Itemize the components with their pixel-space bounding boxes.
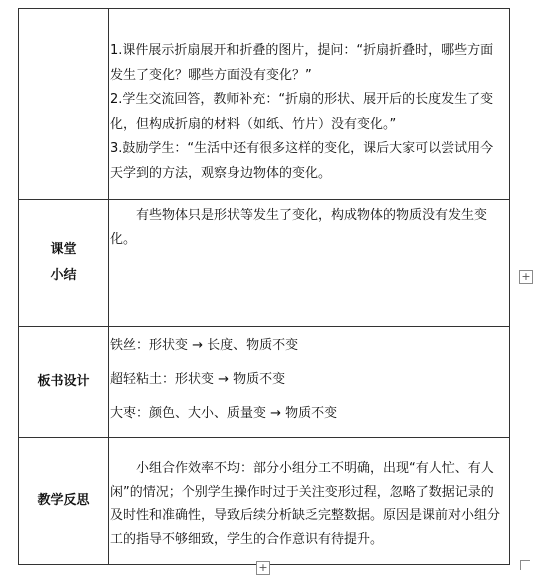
board-line-1: 铁丝：形状变 → 长度、物质不变 (110, 338, 299, 353)
table-row-activity (19, 9, 510, 200)
summary-label-line1: 课堂 (50, 242, 77, 257)
summary-text: 有些物体只是形状等发生了变化，构成物体的物质没有发生变化。 (110, 208, 488, 247)
summary-content-cell[interactable] (109, 200, 510, 327)
activity-item-2: 2.学生交流回答，教师补充：“折扇的形状、展开后的长度发生了变化，但构成折扇的材料（如纸、竹片）没有变化。” (110, 92, 494, 132)
reflection-text: 小组合作效率不均：部分小组分工不明确，出现“有人忙、有人闲”的情况；个别学生操作时过于关注变形过程，忽略了数据记录的及时性和准确性，导致后续分析缺乏完整数据。原因是课前对小组分工的指导不够细致，学生的合作意识有待提升。 (110, 461, 501, 547)
board-label-cell[interactable]: 板书设计 (19, 327, 109, 438)
reflection-label-cell[interactable]: 教学反思 (19, 438, 109, 565)
table-row-board (19, 327, 510, 438)
add-row-button[interactable]: + (256, 561, 270, 575)
lesson-plan-table (18, 8, 510, 565)
reflection-content-cell[interactable] (109, 438, 510, 565)
activity-label-cell[interactable] (19, 9, 109, 200)
activity-item-1: 1.课件展示折扇展开和折叠的图片，提问：“折扇折叠时，哪些方面发生了变化？哪些方面没有变化？” (110, 43, 494, 83)
summary-label-line2: 小结 (50, 268, 77, 283)
table-row-reflection (19, 438, 510, 565)
activity-item-3: 3.鼓励学生：“生活中还有很多这样的变化，课后大家可以尝试用今天学到的方法，观察身边物体的变化。 (110, 141, 494, 181)
board-content-cell[interactable] (109, 327, 510, 438)
board-line-3: 大枣：颜色、大小、质量变 → 物质不变 (110, 406, 338, 421)
add-column-button[interactable]: + (519, 270, 533, 284)
table-row-summary (19, 200, 510, 327)
board-line-2: 超轻粘土：形状变 → 物质不变 (110, 372, 286, 387)
table-resize-handle[interactable] (520, 560, 530, 570)
summary-label-cell[interactable] (19, 200, 109, 327)
activity-content-cell[interactable] (109, 9, 510, 200)
